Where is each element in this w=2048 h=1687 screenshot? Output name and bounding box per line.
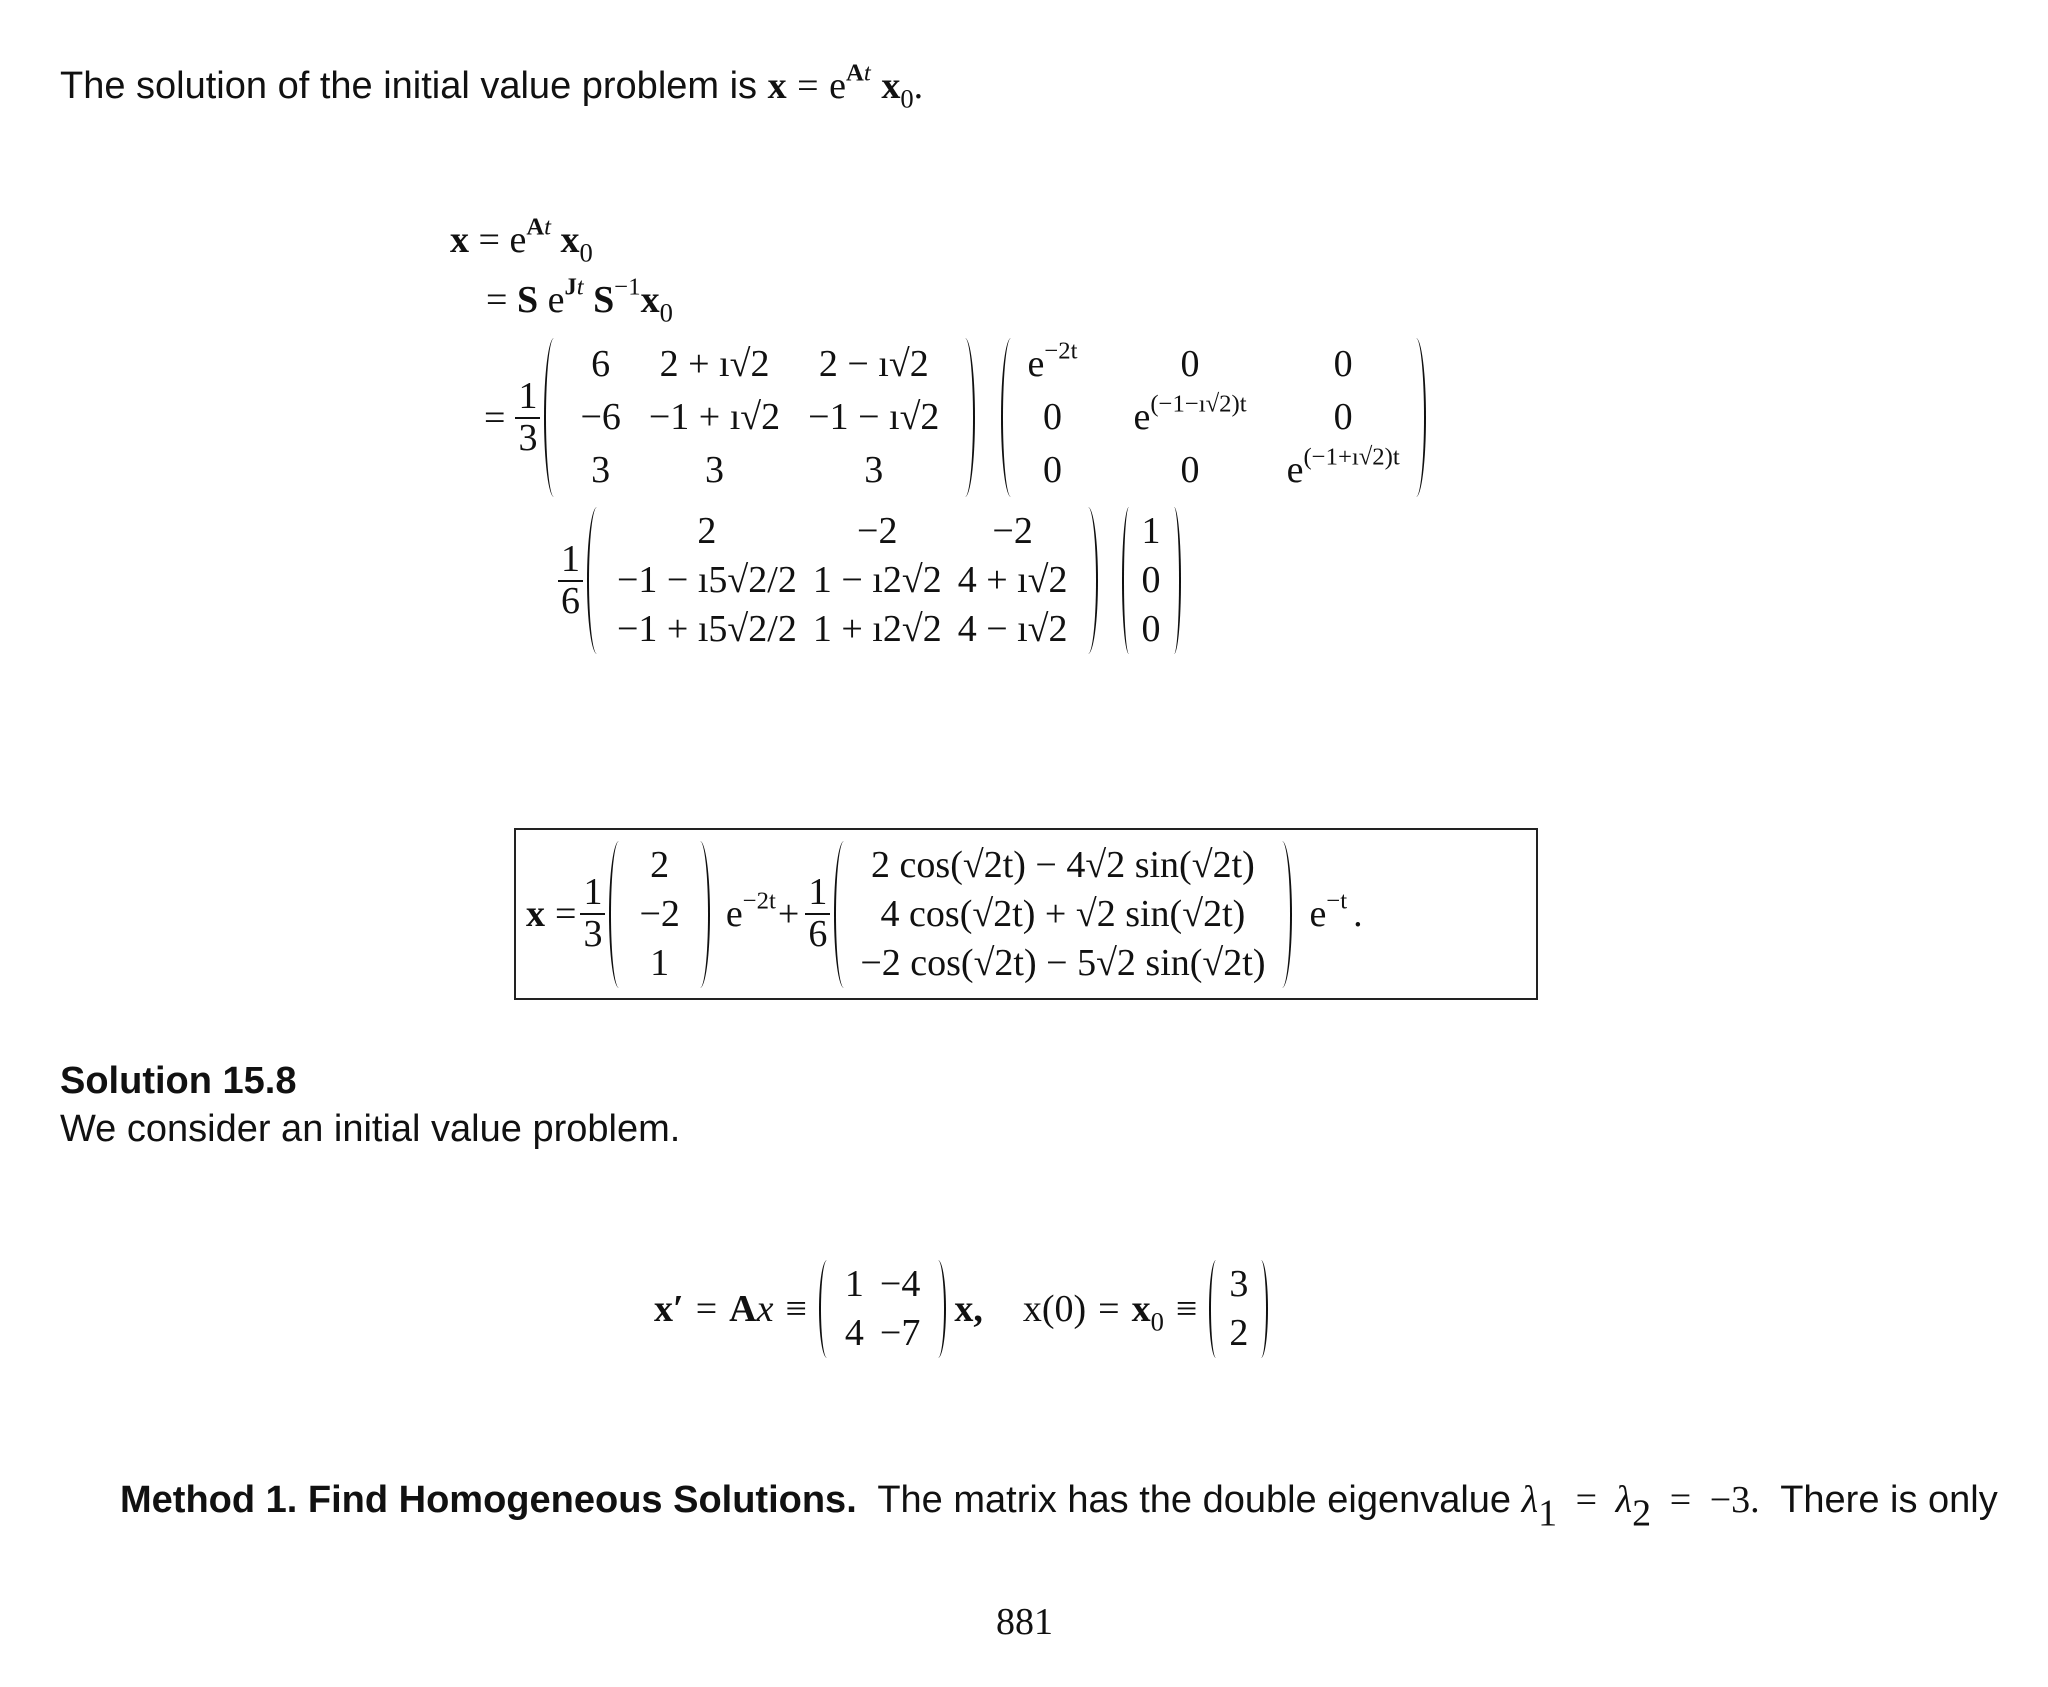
matrix-A: 1 −4 4 −7 — [819, 1260, 946, 1358]
derivation-line-3: = $\frac{1}{3}$ 6 2 + ı√2 2 − ı√2 −6 −1 + ı√2 −1 − ı√2 3 3 3 $e^{-2t}$ 0 0 0 $e^{(-1-ı√2)t}$ 0 0 0 $e^{(-1+ı√2)t}$ — [484, 338, 1426, 497]
fraction-one-third: $\frac{1}{3}$ — [580, 873, 605, 955]
boxed-result: x = $\frac{1}{3}$ 2 −2 1 $e^{-2t}$ + $\frac{1}{6}$ 2 cos(√2t) − 4√2 sin(√2t) 4 cos(√2t) + √2 sin(√2t) −2 cos(√2t) − 5√2 sin(√2t) $e^{-t}$ . — [514, 828, 1538, 1000]
matrix-cell: −1 + ı√2 — [648, 396, 781, 438]
matrix-cell: −2 — [857, 510, 898, 552]
intro-e: $e^{At}$ — [829, 59, 871, 107]
matrix-exp-J: $e^{-2t}$ 0 0 0 $e^{(-1-ı√2)t}$ 0 0 0 $e^{(-1+ı√2)t}$ — [1001, 338, 1425, 497]
ivp-equation: x′ = A x ≡ 1 −4 4 −7 x, x(0) = $x_0$ ≡ 3 2 — [654, 1260, 1268, 1358]
intro-eq: = — [797, 65, 819, 107]
matrix-cell: 1 + ı2√2 — [812, 608, 942, 650]
matrix-cell: −1 − ı5√2/2 — [617, 559, 797, 601]
matrix-cell: 1 − ı2√2 — [812, 559, 942, 601]
intro-x0: $x_0$ — [881, 65, 914, 114]
matrix-cell: 2 — [697, 510, 717, 552]
solution-heading: Solution 15.8 — [60, 1060, 297, 1102]
matrix-cell: 2 − ı√2 — [818, 343, 929, 385]
matrix-cell: −6 — [580, 396, 621, 438]
matrix-cell: −2 — [992, 510, 1033, 552]
matrix-S — [544, 338, 975, 497]
matrix-cell: 3 — [591, 449, 611, 491]
fraction-one-sixth: $\frac{1}{6}$ — [558, 540, 583, 622]
matrix-cell: 4 + ı√2 — [957, 559, 1068, 601]
intro-line: The solution of the initial value problem is $x = e^{At}$ $x_0$. — [60, 59, 924, 114]
method-heading: Method 1. Find Homogeneous Solutions. — [120, 1479, 857, 1521]
matrix-cell: 3 — [705, 449, 725, 491]
derivation-line-2: = S $e^{Jt}$ $S^{-1}x_0$ — [486, 273, 673, 328]
matrix-cell: −1 − ı√2 — [808, 396, 940, 438]
solution-text: We consider an initial value problem. — [60, 1108, 681, 1150]
matrix-cell: 2 + ı√2 — [659, 343, 770, 385]
matrix-cell: 4 − ı√2 — [957, 608, 1068, 650]
vector-1: 2 −2 1 — [609, 841, 709, 988]
vector-x0: 3 2 — [1209, 1260, 1268, 1358]
vector-x0: 1 0 0 — [1122, 507, 1181, 654]
derivation-line-1: $x = e^{At}$ $x_0$ — [450, 213, 593, 268]
intro-x: x — [767, 65, 787, 107]
fraction-one-third: $\frac{1}{3}$ — [515, 377, 540, 459]
fraction-one-sixth: $\frac{1}{6}$ — [805, 873, 830, 955]
vector-2: 2 cos(√2t) − 4√2 sin(√2t) 4 cos(√2t) + √2 sin(√2t) −2 cos(√2t) − 5√2 sin(√2t) — [834, 841, 1291, 988]
method-line: Method 1. Find Homogeneous Solutions. The matrix has the double eigenvalue $\lambda_1 = \lambda_2 = -3$. There is only — [120, 1479, 1998, 1535]
matrix-cell: 3 — [864, 449, 884, 491]
matrix-S-inverse — [587, 507, 1098, 654]
derivation-line-4 — [554, 507, 1181, 654]
page-number: 881 — [996, 1601, 1053, 1643]
matrix-cell: 6 — [591, 343, 611, 385]
matrix-cell: −1 + ı5√2/2 — [617, 608, 797, 650]
intro-text: The solution of the initial value problem is — [60, 65, 758, 107]
